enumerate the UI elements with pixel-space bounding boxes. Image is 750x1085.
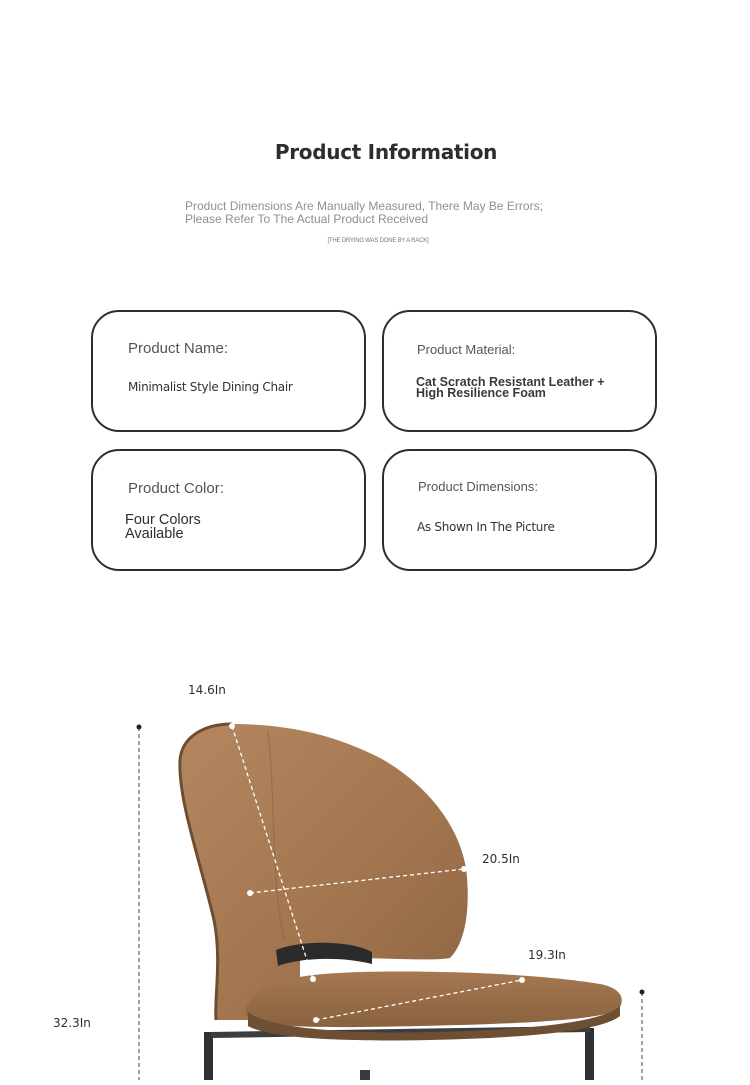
product-name-label: Product Name: <box>128 340 229 357</box>
chair-leg-back <box>360 1070 370 1080</box>
product-material-value <box>416 377 605 399</box>
top-width-dot-b <box>310 976 316 982</box>
product-dimensions-card <box>382 449 657 571</box>
chair-leg-front-right <box>585 1028 594 1080</box>
product-material-label: Product Material: <box>417 342 516 357</box>
seat-depth-dot-a <box>313 1017 319 1023</box>
chair-seat <box>246 972 622 1028</box>
drying-note: [THE DRYING WAS DONE BY A RACK] <box>327 238 429 244</box>
product-color-label: Product Color: <box>128 480 224 497</box>
product-name-value: Minimalist Style Dining Chair <box>128 380 293 394</box>
page-title: Product Information <box>274 140 498 164</box>
product-color-card <box>91 449 366 571</box>
disclaimer-line-2: Please Refer To The Actual Product Received <box>185 212 429 226</box>
seat-depth-dot-b <box>519 977 525 983</box>
back-width-dot-a <box>247 890 253 896</box>
product-color-value <box>125 513 201 541</box>
product-color-value-line-2: Available <box>125 526 184 542</box>
disclaimer <box>185 200 605 226</box>
product-material-value-line-1: Cat Scratch Resistant Leather + <box>416 375 605 389</box>
product-dimensions-label: Product Dimensions: <box>418 479 538 494</box>
product-name-card <box>91 310 366 432</box>
top-width-label: 14.6In <box>188 683 226 697</box>
height-label: 32.3In <box>53 1016 91 1030</box>
height-guide-dot-right <box>640 990 645 995</box>
disclaimer-line-1: Product Dimensions Are Manually Measured, There May Be Errors; <box>185 199 543 213</box>
height-guide-dot-top <box>137 725 142 730</box>
product-dimensions-value: As Shown In The Picture <box>417 520 555 534</box>
back-width-dot-b <box>461 866 467 872</box>
product-material-card <box>382 310 657 432</box>
chair-dimension-figure <box>0 640 750 1080</box>
seat-depth-label: 19.3In <box>528 948 566 962</box>
product-material-value-line-2: High Resilience Foam <box>416 386 546 400</box>
product-color-value-line-1: Four Colors <box>125 512 201 528</box>
top-width-dot-a <box>229 723 235 729</box>
back-width-label: 20.5In <box>482 852 520 866</box>
chair-illustration <box>0 640 750 1080</box>
chair-leg-front-left <box>204 1032 213 1080</box>
